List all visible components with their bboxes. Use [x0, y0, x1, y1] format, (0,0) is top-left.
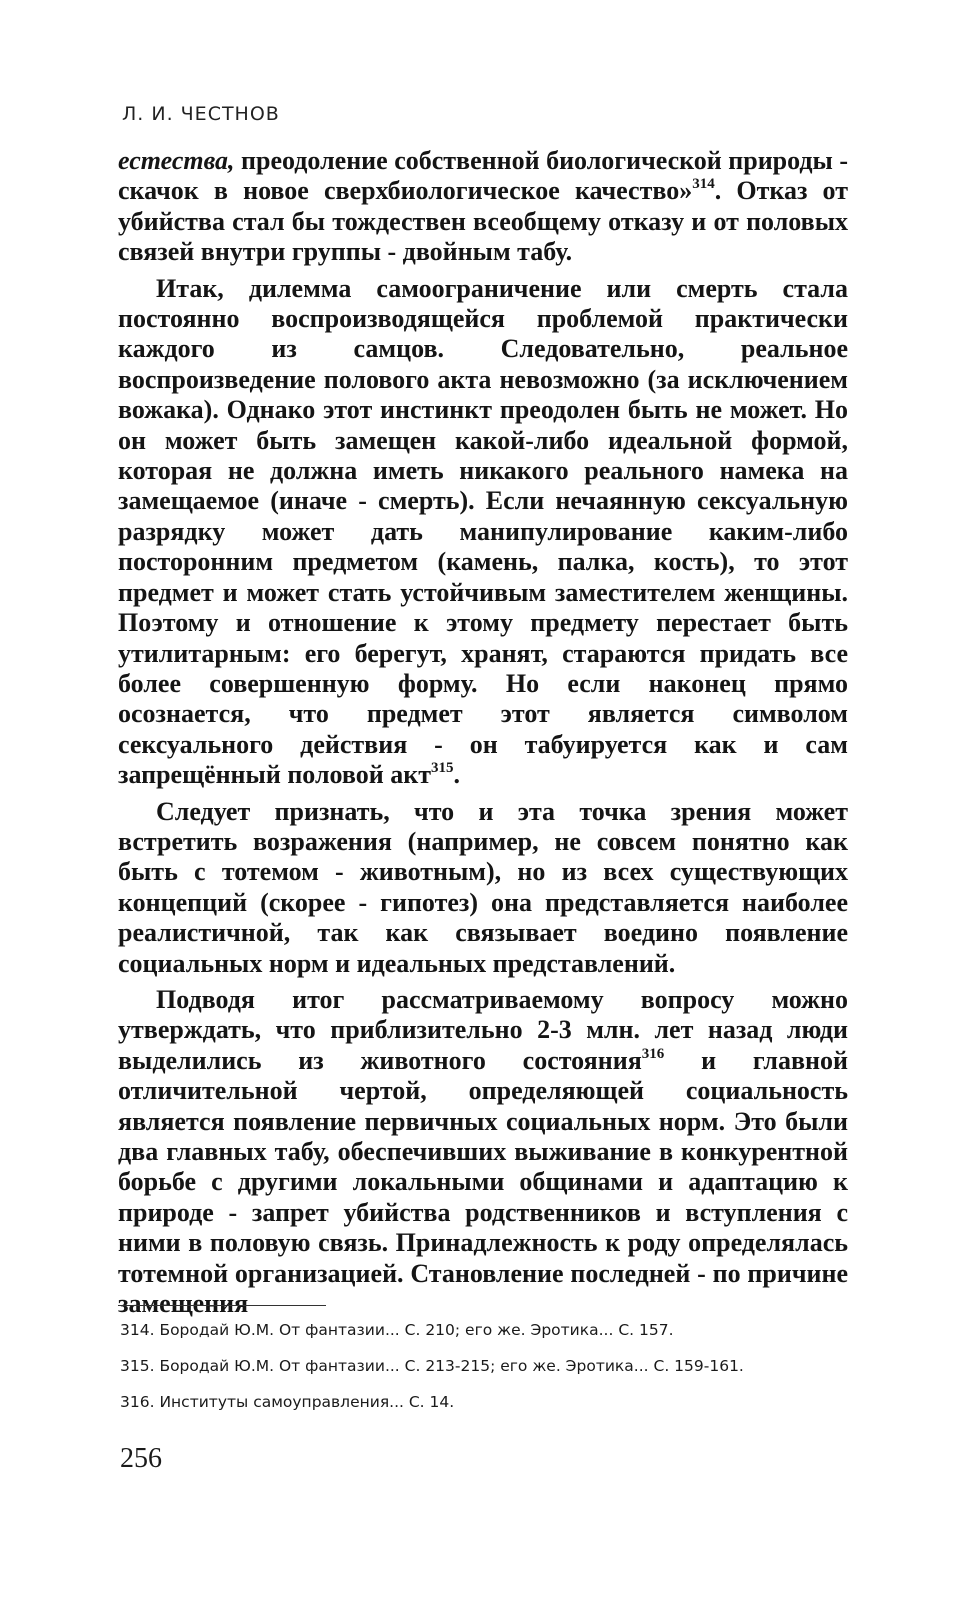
footnote-ref-314[interactable]: 314	[692, 176, 715, 193]
paragraph-3: Следует признать, что и эта точка зрения может встретить возражения (например, не совсем понятно как быть с тотемом - животным), но из всех существующих концепций (скорее - гипотез) она представляется наиболее реалистичной, так как связывает воедино появление социальных норм и идеальных представлений.	[118, 796, 848, 978]
paragraph-4: Подводя итог рассматриваемому вопросу можно утверждать, что приблизительно 2-3 млн. лет назад люди выделились из животного состояния$^{316}$ и главной отличительной чертой, определяющей социальность является появление первичных социальных норм. Это были два главных табу, обеспечивших выживание в конкурентной борьбе с другими локальными общинами и адаптацию к природе - запрет убийства родственников и вступления с ними в половую связь. Принадлежность к роду определялась тотемной организацией. Становление последней - по причине замещения	[118, 984, 848, 1319]
main-text	[118, 146, 848, 1319]
footnote-314: 314. Бородай Ю.М. От фантазии... С. 210; его же. Эротика... С. 157.	[120, 1321, 674, 1339]
paragraph-2: Итак, дилемма самоограничение или смерть стала постоянно воспроизводящейся проблемой практически каждого из самцов. Следовательно, реальное воспроизведение полового акта невозможно (за исключением вожака). Однако этот инстинкт преодолен быть не может. Но он может быть замещен какой-либо идеальной формой, которая не должна иметь никакого реального намека на замещаемое (иначе - смерть). Если нечаянную сексуальную разрядку может дать манипулирование каким-либо посторонним предметом (камень, палка, кость), то этот предмет и может стать устойчивым заместителем женщины. Поэтому и отношение к этому предмету перестает быть утилитарным: его берегут, хранят, стараются придать все более совершенную форму. Но если наконец прямо осознается, что предмет этот является символом сексуального действия - он табуируется как и сам запрещённый половой акт$^{315}$.	[118, 273, 848, 790]
footnote-ref-316[interactable]: 316	[641, 1045, 665, 1062]
running-header: Л. И. ЧЕСТНОВ	[122, 103, 280, 125]
footnote-315: 315. Бородай Ю.М. От фантазии... С. 213-215; его же. Эротика... С. 159-161.	[120, 1357, 744, 1375]
footnote-316: 316. Институты самоуправления... С. 14.	[120, 1393, 455, 1411]
footnote-ref-315[interactable]: 315	[431, 760, 454, 777]
paragraph-1: естества, преодоление собственной биологической природы - скачок в новое сверхбиологическое качество»$^{314}$. Отказ от убийства стал бы тождествен всеобщему отказу и от половых связей внутри группы - двойным табу.	[118, 146, 849, 267]
page-number: 256	[120, 1443, 162, 1474]
footnote-divider	[118, 1305, 326, 1306]
italic-word: естества,	[118, 146, 235, 175]
footnotes	[120, 1312, 850, 1420]
